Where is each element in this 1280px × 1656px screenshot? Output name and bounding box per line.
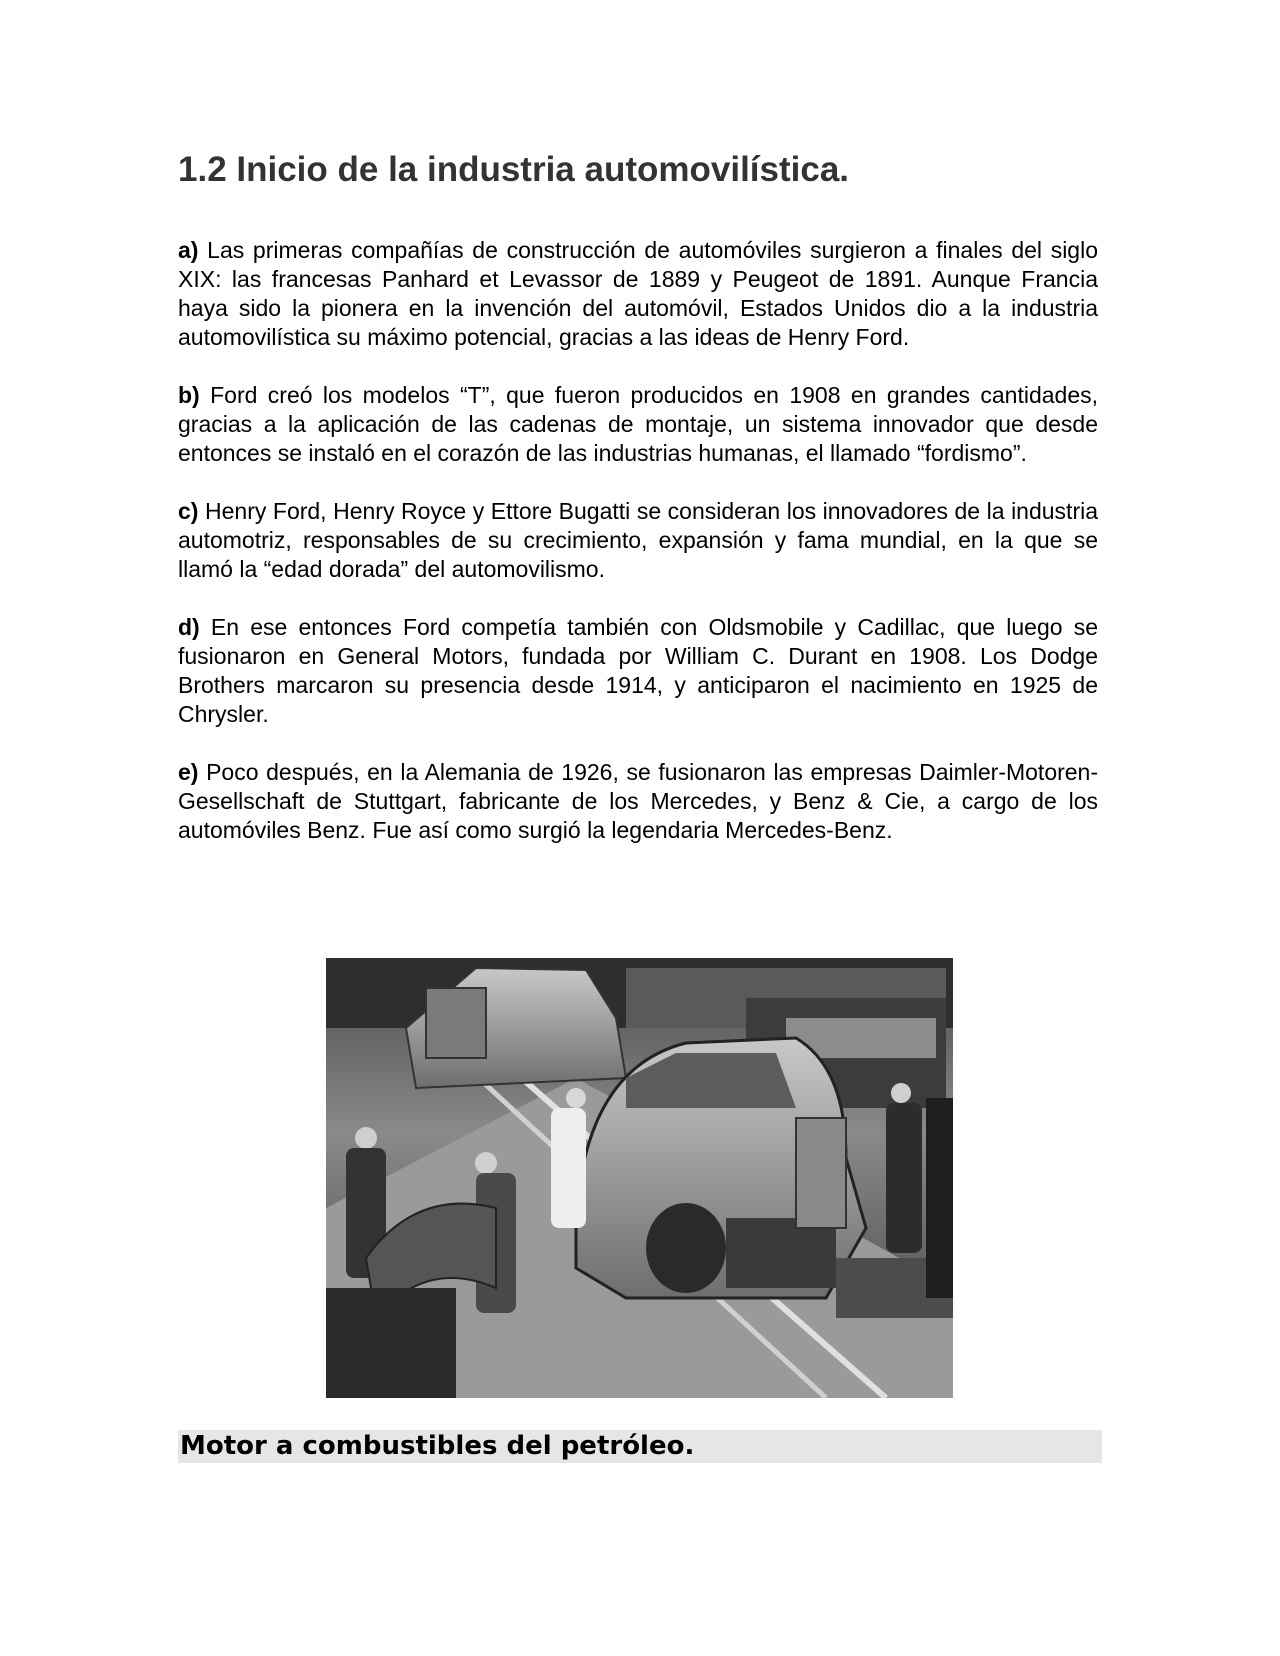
paragraph-marker: b) xyxy=(178,382,200,408)
assembly-line-photo xyxy=(326,958,953,1398)
paragraph-text: En ese entonces Ford competía también con Oldsmobile y Cadillac, que luego se fusionaron en General Motors, fundada por William C. Durant en 1908. Los Dodge Brothers marcaron su presencia desde 1914, y anticiparon el nacimiento en 1925 de Chrysler. xyxy=(178,614,1098,727)
subheading: Motor a combustibles del petróleo. xyxy=(178,1430,1102,1463)
paragraph-a xyxy=(178,236,1098,352)
paragraph-text: Ford creó los modelos “T”, que fueron producidos en 1908 en grandes cantidades, gracias a la aplicación de las cadenas de montaje, un sistema innovador que desde entonces se instaló en el corazón de las industrias humanas, el llamado “fordismo”. xyxy=(178,382,1098,466)
paragraph-marker: d) xyxy=(178,614,200,640)
paragraph-marker: e) xyxy=(178,759,199,785)
paragraph-marker: a) xyxy=(178,237,199,263)
section-title: 1.2 Inicio de la industria automovilística. xyxy=(178,150,850,189)
paragraph-text: Las primeras compañías de construcción de automóviles surgieron a finales del siglo XIX: las francesas Panhard et Levassor de 1889 y Peugeot de 1891. Aunque Francia haya sido la pionera en la invención del automóvil, Estados Unidos dio a la industria automovilística su máximo potencial, gracias a las ideas de Henry Ford. xyxy=(178,237,1099,350)
assembly-line-photo-illustration xyxy=(326,958,953,1398)
paragraph-marker: c) xyxy=(178,498,199,524)
paragraph-text: Poco después, en la Alemania de 1926, se fusionaron las empresas Daimler-Motoren-Gesellschaft de Stuttgart, fabricante de los Mercedes, y Benz & Cie, a cargo de los automóviles Benz. Fue así como surgió la legendaria Mercedes-Benz. xyxy=(178,759,1099,843)
paragraph-d xyxy=(178,613,1098,729)
paragraph-list xyxy=(178,236,1098,874)
paragraph-e xyxy=(178,758,1098,845)
paragraph-c xyxy=(178,497,1098,584)
paragraph-text: Henry Ford, Henry Royce y Ettore Bugatti se consideran los innovadores de la industria automotriz, responsables de su crecimiento, expansión y fama mundial, en la que se llamó la “edad dorada” del automovilismo. xyxy=(178,498,1099,582)
paragraph-b xyxy=(178,381,1098,468)
